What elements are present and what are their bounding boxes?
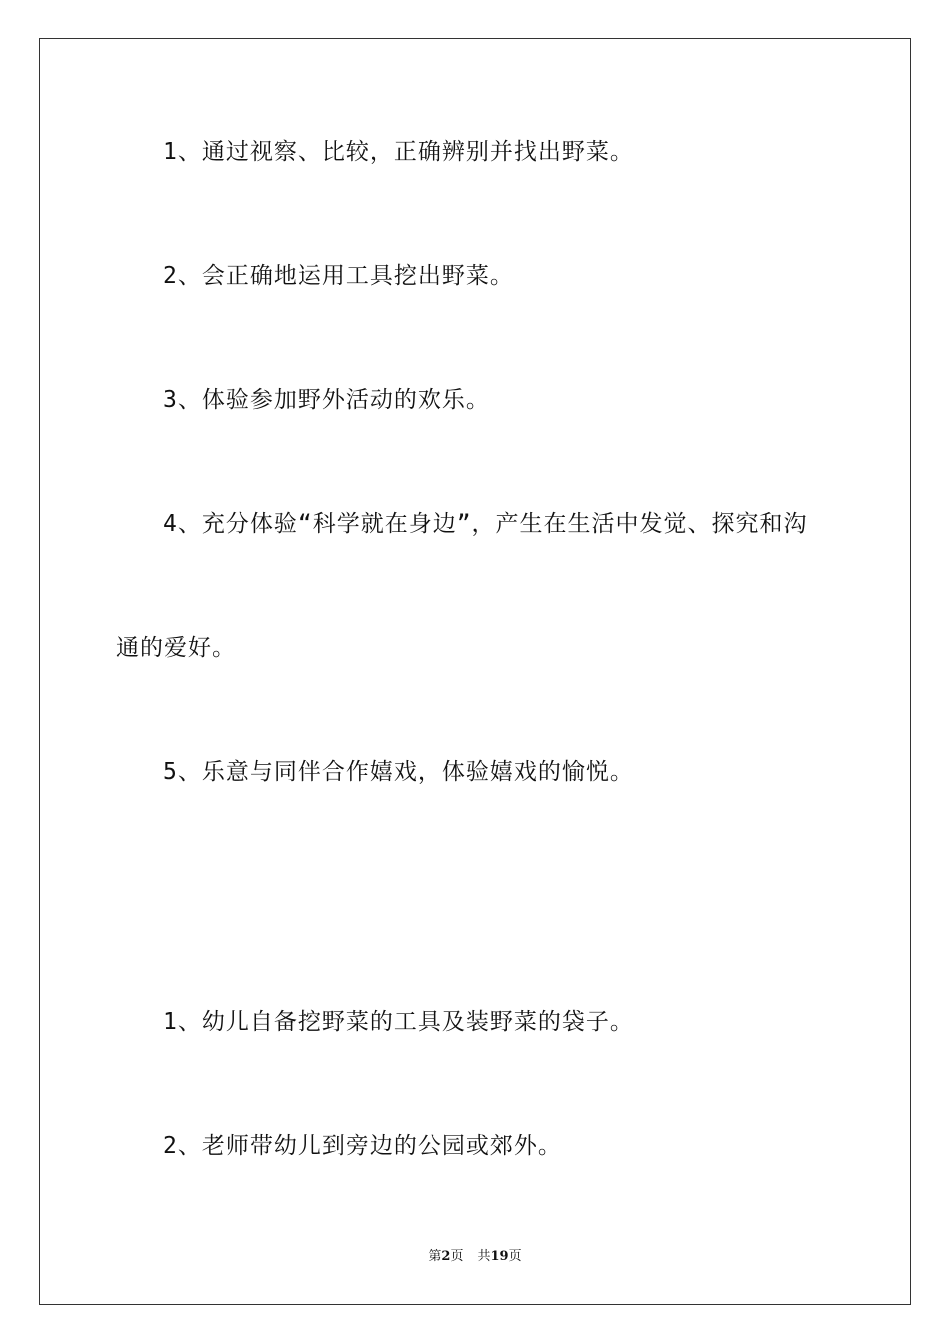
footer-page-suffix: 页 — [450, 1249, 464, 1264]
objective-1: 1、通过视察、比较，正确辨别并找出野菜。 — [163, 139, 634, 165]
footer-page-number: 2 — [441, 1249, 451, 1264]
footer-prefix: 第 — [428, 1249, 442, 1264]
page-footer — [0, 1248, 950, 1266]
preparation-2: 2、老师带幼儿到旁边的公园或郊外。 — [163, 1133, 562, 1159]
footer-total-suffix: 页 — [508, 1249, 522, 1264]
footer-total-pages: 19 — [490, 1249, 509, 1264]
footer-total-prefix: 共 — [477, 1249, 491, 1264]
objective-4-line-1: 4、充分体验“科学就在身边”，产生在生活中发觉、探究和沟 — [163, 511, 808, 537]
objective-5: 5、乐意与同伴合作嬉戏，体验嬉戏的愉悦。 — [163, 759, 634, 785]
preparation-1: 1、幼儿自备挖野菜的工具及装野菜的袋子。 — [163, 1009, 634, 1035]
page-border — [39, 38, 911, 1305]
objective-4-line-2: 通的爱好。 — [116, 635, 236, 661]
objective-2: 2、会正确地运用工具挖出野菜。 — [163, 263, 514, 289]
objective-3: 3、体验参加野外活动的欢乐。 — [163, 387, 490, 413]
